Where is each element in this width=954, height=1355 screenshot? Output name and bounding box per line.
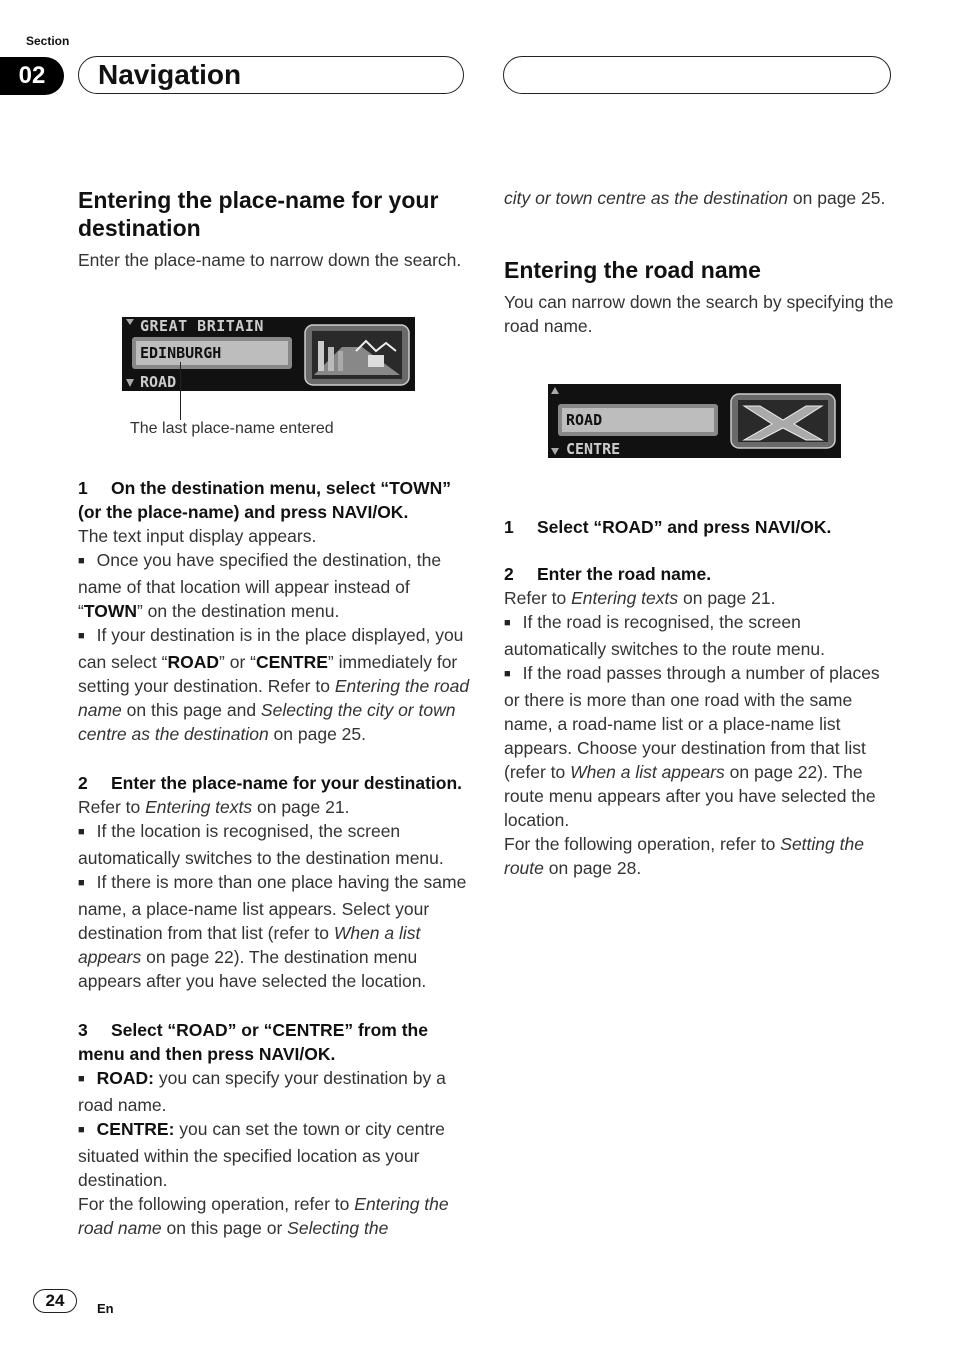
road-step2-bullet1: ■ If the road is recognised, the screen automatically switches to the route menu. (504, 610, 896, 661)
step3-bullet1: ■ ROAD: you can specify your destination by a road name. (78, 1066, 470, 1117)
right-continuation: city or town centre as the destination on page 25. (504, 188, 886, 208)
step1-bullet2: ■ If your destination is in the place displayed, you can select “ROAD” or “CENTRE” immediately for setting your destination. Refer to Entering the road name on this page and Selecting the city or town centre as the destination on page 25. (78, 623, 470, 746)
screen-road-field: ROAD (566, 411, 603, 429)
left-column (78, 186, 470, 272)
step2-bullet2: ■ If there is more than one place having the same name, a place-name list appears. Select your destination from that list (refer to When a list appears on page 22). The destination menu appears after you have selected the location. (78, 870, 470, 993)
right-steps (504, 515, 896, 880)
screen-next-item: CENTRE (566, 440, 621, 458)
page-number: 24 (33, 1289, 77, 1313)
screen-country-label: GREAT BRITAIN (140, 317, 264, 335)
step3-bullet2: ■ CENTRE: you can set the town or city centre situated within the specified location as your destination. (78, 1117, 470, 1192)
road-step2-title: 2 Enter the road name. (504, 564, 712, 584)
header-blank-frame (503, 56, 891, 94)
step1-title: 1 On the destination menu, select “TOWN” (or the place-name) and press NAVI/OK. (78, 478, 451, 522)
screen-place-name (122, 317, 415, 391)
screen-next-item: ROAD (140, 373, 177, 391)
right-intro: You can narrow down the search by specifying the road name. (504, 292, 894, 336)
left-steps (78, 476, 470, 1240)
caption-leader-line (180, 362, 181, 420)
right-column (504, 186, 896, 338)
road-step2-follow: For the following operation, refer to Setting the route on page 28. (504, 834, 864, 878)
road-step1-title: 1 Select “ROAD” and press NAVI/OK. (504, 517, 832, 537)
screen-place-field: EDINBURGH (140, 344, 222, 362)
screen-road-name (548, 384, 841, 458)
left-heading: Entering the place-name for your destination (78, 187, 439, 241)
section-number-badge: 02 (0, 57, 64, 95)
road-step2-bullet2: ■ If the road passes through a number of places or there is more than one road with the same name, a road-name list or a place-name list appears. Choose your destination from that list (refer to When a list appears on page 22). The route menu appears after you have selected the location. (504, 661, 896, 832)
section-label: Section (26, 34, 70, 48)
step3-title: 3 Select “ROAD” or “CENTRE” from the menu and then press NAVI/OK. (78, 1020, 428, 1064)
step2-bullet1: ■ If the location is recognised, the screen automatically switches to the destination menu. (78, 819, 470, 870)
step2-title: 2 Enter the place-name for your destination. (78, 773, 463, 793)
left-intro: Enter the place-name to narrow down the search. (78, 250, 462, 270)
road-step2-ref: Refer to Entering texts on page 21. (504, 588, 776, 608)
step3-follow: For the following operation, refer to Entering the road name on this page or Selecting the (78, 1194, 449, 1238)
step1-desc: The text input display appears. (78, 526, 317, 546)
right-heading: Entering the road name (504, 257, 761, 283)
screen-caption: The last place-name entered (130, 420, 334, 437)
step2-ref: Refer to Entering texts on page 21. (78, 797, 350, 817)
language-label: En (97, 1301, 114, 1316)
step1-bullet1: ■ Once you have specified the destination, the name of that location will appear instead of “TOWN” on the destination menu. (78, 548, 470, 623)
page-title: Navigation (98, 59, 242, 90)
